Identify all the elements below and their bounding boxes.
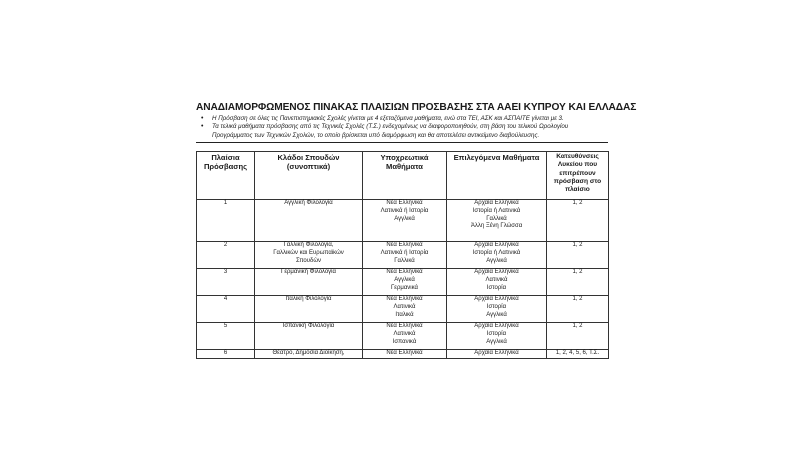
cell-study-fields — [255, 269, 363, 296]
cell-optional-courses — [447, 269, 547, 296]
cell-required-courses — [363, 269, 447, 296]
cell-study-fields-line: Θέατρο, Δημόσια Διοίκηση, — [272, 350, 345, 357]
cell-directions: 1, 2 — [547, 323, 609, 350]
cell-optional-courses-line: Αγγλικά — [486, 338, 507, 345]
cell-optional-courses-line: Γαλλικά — [486, 215, 507, 222]
note-text: Η Πρόσβαση σε όλες τις Πανεπιστημιακές Σχολές γίνεται με 4 εξεταζόμενα μαθήματα, ενώ στα ΤΕΙ, ΑΣΚ και ΑΣΠΑΙΤΕ γίνεται με 3. — [212, 115, 564, 122]
cell-study-fields-line: Ιταλική Φιλολογία — [285, 296, 332, 303]
cell-required-courses-line: Γερμανικά — [390, 284, 419, 291]
cell-required-courses — [363, 323, 447, 350]
cell-optional-courses — [447, 350, 547, 359]
cell-optional-courses-line: Ιστορία ή Λατινικά — [472, 207, 521, 214]
cell-required-courses-line: Νέα Ελληνικά — [386, 350, 423, 357]
cell-optional-courses-line: Αρχαία Ελληνικά — [474, 269, 519, 276]
header-required-courses: Υποχρεωτικά Μαθήματα — [363, 152, 447, 200]
table-header-row — [197, 152, 609, 200]
header-optional-courses: Επιλεγόμενα Μαθήματα — [447, 152, 547, 200]
cell-required-courses-line: Λατινικά ή Ιστορία — [380, 207, 429, 214]
cell-study-fields — [255, 296, 363, 323]
table-row — [197, 200, 609, 242]
cell-study-fields-line: Σπουδών — [295, 257, 322, 264]
cell-directions: 1, 2 — [547, 200, 609, 242]
cell-optional-courses-line: Αγγλικά — [486, 257, 507, 264]
cell-directions: 1, 2, 4, 5, 6, Τ.Σ. — [547, 350, 609, 359]
access-table — [196, 151, 609, 359]
cell-optional-courses — [447, 323, 547, 350]
cell-required-courses-line: Νέα Ελληνικά — [386, 200, 423, 207]
table-body — [197, 200, 609, 359]
cell-required-courses-line: Ιταλικά — [395, 311, 414, 318]
cell-optional-courses-line: Ιστορία — [486, 303, 507, 310]
cell-required-courses-line: Νέα Ελληνικά — [386, 296, 423, 303]
cell-optional-courses-line: Αρχαία Ελληνικά — [474, 296, 519, 303]
cell-study-fields — [255, 242, 363, 269]
note-item — [201, 123, 608, 140]
cell-required-courses-line: Ισπανικά — [392, 338, 417, 345]
header-study-fields: Κλάδοι Σπουδών (συνοπτικά) — [255, 152, 363, 200]
cell-required-courses-line: Λατινικά — [393, 303, 416, 310]
document-title: ΑΝΑΔΙΑΜΟΡΦΩΜΕΝΟΣ ΠΙΝΑΚΑΣ ΠΛΑΙΣΙΩΝ ΠΡΟΣΒΑΣΗΣ ΣΤΑ ΑΑΕΙ ΚΥΠΡΟΥ ΚΑΙ ΕΛΛΑΔΑΣ — [196, 102, 637, 113]
cell-required-courses-line: Νέα Ελληνικά — [386, 269, 423, 276]
cell-optional-courses-line: Ιστορία — [486, 330, 507, 337]
table-row — [197, 350, 609, 359]
cell-frame-number: 2 — [197, 242, 255, 269]
cell-study-fields-line: Γερμανική Φιλολογία — [281, 269, 336, 276]
cell-required-courses-line: Λατινικά — [393, 330, 416, 337]
cell-directions: 1, 2 — [547, 296, 609, 323]
header-lyceum-directions: Κατευθύνσεις Λυκείου που επιτρέπουν πρόσβαση στο πλαίσιο — [547, 152, 609, 200]
cell-optional-courses-line: Άλλη Ξένη Γλώσσα — [470, 223, 523, 230]
cell-frame-number: 4 — [197, 296, 255, 323]
divider — [196, 142, 608, 151]
table-row — [197, 269, 609, 296]
bullet-icon: • — [201, 115, 204, 122]
cell-required-courses — [363, 242, 447, 269]
cell-frame-number: 1 — [197, 200, 255, 242]
cell-frame-number: 3 — [197, 269, 255, 296]
cell-required-courses-line: Λατινικά ή Ιστορία — [380, 249, 429, 256]
cell-required-courses — [363, 200, 447, 242]
cell-frame-number: 6 — [197, 350, 255, 359]
cell-required-courses — [363, 350, 447, 359]
cell-required-courses-line: Αγγλικά — [394, 215, 415, 222]
cell-required-courses-line: Γαλλικά — [394, 257, 415, 264]
cell-optional-courses-line: Αγγλικά — [486, 311, 507, 318]
table-row — [197, 323, 609, 350]
cell-optional-courses-line: Ιστορία — [486, 284, 507, 291]
cell-optional-courses — [447, 242, 547, 269]
cell-optional-courses-line: Ιστορία ή Λατινικά — [472, 249, 521, 256]
cell-directions: 1, 2 — [547, 242, 609, 269]
cell-optional-courses — [447, 200, 547, 242]
header-access-frame: Πλαίσια Πρόσβασης — [197, 152, 255, 200]
cell-optional-courses-line: Αρχαία Ελληνικά — [474, 242, 519, 249]
cell-study-fields-line: Γαλλική Φιλολογία, — [283, 242, 334, 249]
table-row — [197, 242, 609, 269]
cell-study-fields-line: Γαλλικών και Ευρωπαϊκών — [273, 249, 344, 256]
cell-required-courses-line: Νέα Ελληνικά — [386, 323, 423, 330]
cell-required-courses — [363, 296, 447, 323]
cell-frame-number: 5 — [197, 323, 255, 350]
cell-required-courses-line: Αγγλικά — [394, 276, 415, 283]
cell-optional-courses-line: Αρχαία Ελληνικά — [474, 200, 519, 207]
cell-study-fields — [255, 200, 363, 242]
notes-list — [196, 115, 608, 140]
cell-optional-courses-line: Αρχαία Ελληνικά — [474, 350, 519, 357]
cell-optional-courses — [447, 296, 547, 323]
table-row — [197, 296, 609, 323]
cell-optional-courses-line: Αρχαία Ελληνικά — [474, 323, 519, 330]
cell-study-fields-line: Ισπανική Φιλολογία — [282, 323, 335, 330]
cell-study-fields-line: Αγγλική Φιλολογία — [284, 200, 333, 207]
bullet-icon: • — [201, 123, 204, 131]
note-text: Τα τελικά μαθήματα πρόσβασης από τις Τεχνικές Σχολές (Τ.Σ.) ενδεχομένως να διαφοροποιηθούν, στη βάση του τελικού Ωρολογίου Προγράμματος των Τεχνικών Σχολών, το οποίο βρίσκεται υπό διαμόρφωση και θα αποτελέσει αντικείμενο διαβούλευσης. — [212, 123, 569, 139]
cell-required-courses-line: Νέα Ελληνικά — [386, 242, 423, 249]
cell-study-fields — [255, 350, 363, 359]
document-page — [196, 101, 637, 359]
cell-study-fields — [255, 323, 363, 350]
cell-optional-courses-line: Λατινικά — [485, 276, 508, 283]
note-item — [201, 115, 608, 123]
cell-directions: 1, 2 — [547, 269, 609, 296]
